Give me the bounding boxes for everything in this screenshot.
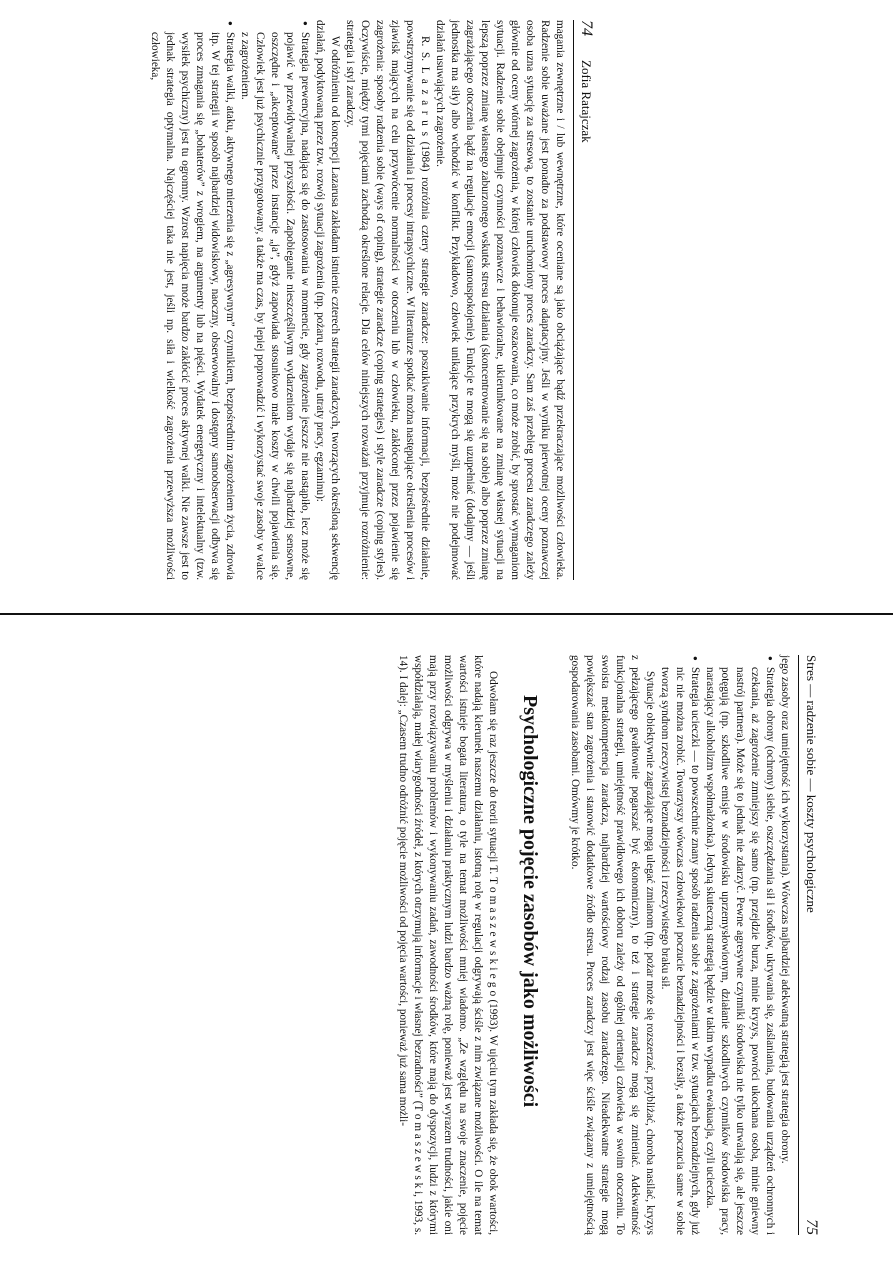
strategy-list xyxy=(147,20,312,580)
right-page xyxy=(395,655,820,1235)
body-paragraph: R. S. L a z a r u s (1984) rozróżnia cztery strategie zaradcze: poszukiwanie informacji, bezpośrednie działanie, powstrzymywanie się od działania i procesy intrapsychiczne. W literaturze spotkać można następujące określenia procesów i zjawisk mających na celu przywrócenie normalności w otoczeniu lub w człowieku, zakłóconej przez pojawienie się zagrożenia: sposoby radzenia sobie (ways of coping), strategie zaradcze (coping strategies) i style zaradcze (coping styles). Oczywiście, między tymi pojęciami zachodzą określone relacje. Dla celów niniejszych rozważań przyjmuje rozróżnienie: strategia i styl zaradczy. xyxy=(344,20,431,580)
list-item: ● Strategia walki, ataku, aktywnego mierzenia się z „agresywnym” czynnikiem, bezpośrednim zagrożeniem życia, zdrowia itp. W tej strategii w sposób najbardziej widowiskowy, naoczny, obserwowalny i dostępny samoobserwacji odbywa się proces zmagania się „bohaterów” z wrogiem, na argumenty lub na pięści. Wydatek energetyczny i intelektualny (tzw. wysiłek psychiczny) jest tu ogromny. Wzrost napięcia może bardzo zakłócić proces aktywnej walki. Nie zawsze jest to jednak strategia optymalna. Najczęściej taka nie jest, jeśli np. siła i wielkość zagrożenia przewyższa możliwości człowieka, xyxy=(147,32,237,580)
page-number: 74 xyxy=(578,20,595,36)
list-item: ● Strategia prewencyjna, nadająca się do zastosowania w momencie, gdy zagrożenie jeszcze nie nastąpiło, lecz może się pojawić w przewidywalnej przyszłości. Zapobieganie nieszczęśliwym wydarzeniom wydaje się najbardziej sensowne, oszczędne i „akceptowane” przez instancje „ja”, gdyż zapowiada stosunkowo małe koszty w chwili pojawienia się. Człowiek jest już psychicznie przygotowany, a także ma czas, by lepiej poprowadzić i wykorzystać swoje zasoby w walce z zagrożeniem. xyxy=(237,32,312,580)
page-number: 75 xyxy=(803,1219,820,1235)
body-paragraph: W odróżnieniu od koncepcji Lazarusa zakładam istnienie czterech strategii zaradczych, tworzących określoną sekwencję działań, podyktowaną przez tzw. rozwój sytuacji zagrożenia (np. pożaru, rozwodu, utraty pracy, egzaminu): xyxy=(314,20,341,580)
list-item: ● Strategia obrony (ochrony) siebie, oszczędzania sił i środków, ukrywania się, zaślaniania, budowania urządzeń ochronnych i czekania, aż zagrożenie zmniejszy się samo (np. przejdzie burza, minie kryzys, powróci ukochana osoba, minie gniewny nastrój partnera). Może się to jednak nie zdarzyć. Pewne agresywne czynniki środowiska nie tylko utrwalają się, ale jeszcze potęgują (np. szkodliwe emisje w środowisku uprzemysłowionym, działanie szkodliwych czynników środowiska pracy, narastający alkoholizm współmałżonka). Jedyną skuteczną strategią będzie w takim wypadku ewakuacja, czyli ucieczka. xyxy=(702,667,777,1235)
running-head: Stres — radzenie sobie — koszty psychologiczne xyxy=(804,655,819,913)
section-heading: Psychologiczne pojęcie zasobów jako możliwości xyxy=(519,695,541,1108)
body-paragraph: Sytuacje obiektywnie zagrażające mogą ulegać zmianom (np. pożar może się rozszerzać, przybliżać, choroba nasilać, kryzys z pełzającego gwałtownie pogarszać być ekonomiczny), to też i strategie zaradcze mogą się zmieniać. Adekwatność funkcjonalna strategii, umiejętność prawidłowego ich doboru zależy od ogólnej orientacji człowieka w swoim otoczeniu. To swoista metakompetencja zaradcza, najbardziej wartościowy rodzaj zasobu zaradczego. Nieadekwatne strategie mogą powiększać stan zagrożenia i stanowić dodatkowe źródło stresu. Proces zaradczy jest więc ściśle związany z umiejętnością gospodarowania zasobami. Omówmy je krótko. xyxy=(569,655,656,1235)
left-page xyxy=(147,20,595,580)
body-paragraph: jego zasoby oraz umiejętność ich wykorzystania). Wówczas najbardziej adekwatną strategią jest strategia obrony. xyxy=(779,655,791,1164)
list-item: ● Strategia ucieczki — to powszechnie znany sposób radzenia sobie z zagrożeniami w tzw. sytuacjach beznadziejnych, gdy już nic nie można zrobić. Towarzyszy wówczas człowiekowi poczucie beznadziejności i bezsiły, a także poczucia same w sobie tworzą syndrom rzeczywistej beznadziejności i rzeczywistego braku sił. xyxy=(657,667,702,1235)
page-divider xyxy=(0,613,893,615)
body-paragraph: Odwołam się raz jeszcze do teorii sytuacji T. T o m a s z e w s k i e g o (1993). W ujęciu tym zakłada się, że obok wartości, które nadają kierunek naszemu działaniu, istotną rolę w regulacji odgrywają ściśle z nim związane możliwości. O ile na temat wartości istnieje bogata literatura, o tyle na temat możliwości mniej wiadomo. „Ze względu na swoje znaczenie, pojęcie możliwości odgrywa w myśleniu i działaniu praktycznym ludzi bardzo ważną rolę, ponieważ jest wyrazem trudności, jakie oni mają przy rozwiązywaniu problemów i wykonywaniu zadań, zawodności środków, które mają do dyspozycji, ludzi z którymi współdziałają, małej wiarygodności źródeł, z których otrzymują informacje i własnej bezradności” (T o m a s z e w s k i, 1993, s. 14). I dalej: „Czasem trudno odróżnić pojęcie możliwości od pojęcia wartości, ponieważ już sama możli- xyxy=(397,655,499,1235)
running-head: Zofia Ratajczak xyxy=(579,60,594,143)
left-page-header xyxy=(573,20,595,580)
strategy-list xyxy=(657,655,777,1235)
body-paragraph: magania zewnętrzne i / lub wewnętrzne, które oceniane są jako obciążające bądź przekraczające możliwości człowieka. Radzenie sobie uważane jest ponadto za podstawowy proces adaptacyjny. Jeśli w wyniku pierwotnej oceny poznawczej osoba uzna sytuację za stresową, to zostanie uruchomiony proces zaradczy. Sam zaś przebieg procesu zaradczego zależy głównie od oceny wtórnej zagrożenia, w której człowiek dokonuje oszacowania, co może zrobić, by sprostać wymaganiom sytuacji. Radzenie sobie obejmuje czynności poznawcze i behawioralne, ukierunkowane na zmianę własnej sytuacji na lepszą poprzez zmianę własnego zaburzonego wskutek stresu działania (skoncentrowanie się na sobie) albo poprzez zmianę zagrażającego otoczenia bądź na regulacje emocji (samouspokojenie). Funkcje te mogą się uzupełniać (dodajmy — jeśli jednostka ma siły) albo wchodzić w konflikt. Przykładowo, człowiek unikające przykrych myśli, może nie podejmować działań usuwających zagrożenie. xyxy=(434,20,566,580)
right-page-header xyxy=(798,655,820,1235)
